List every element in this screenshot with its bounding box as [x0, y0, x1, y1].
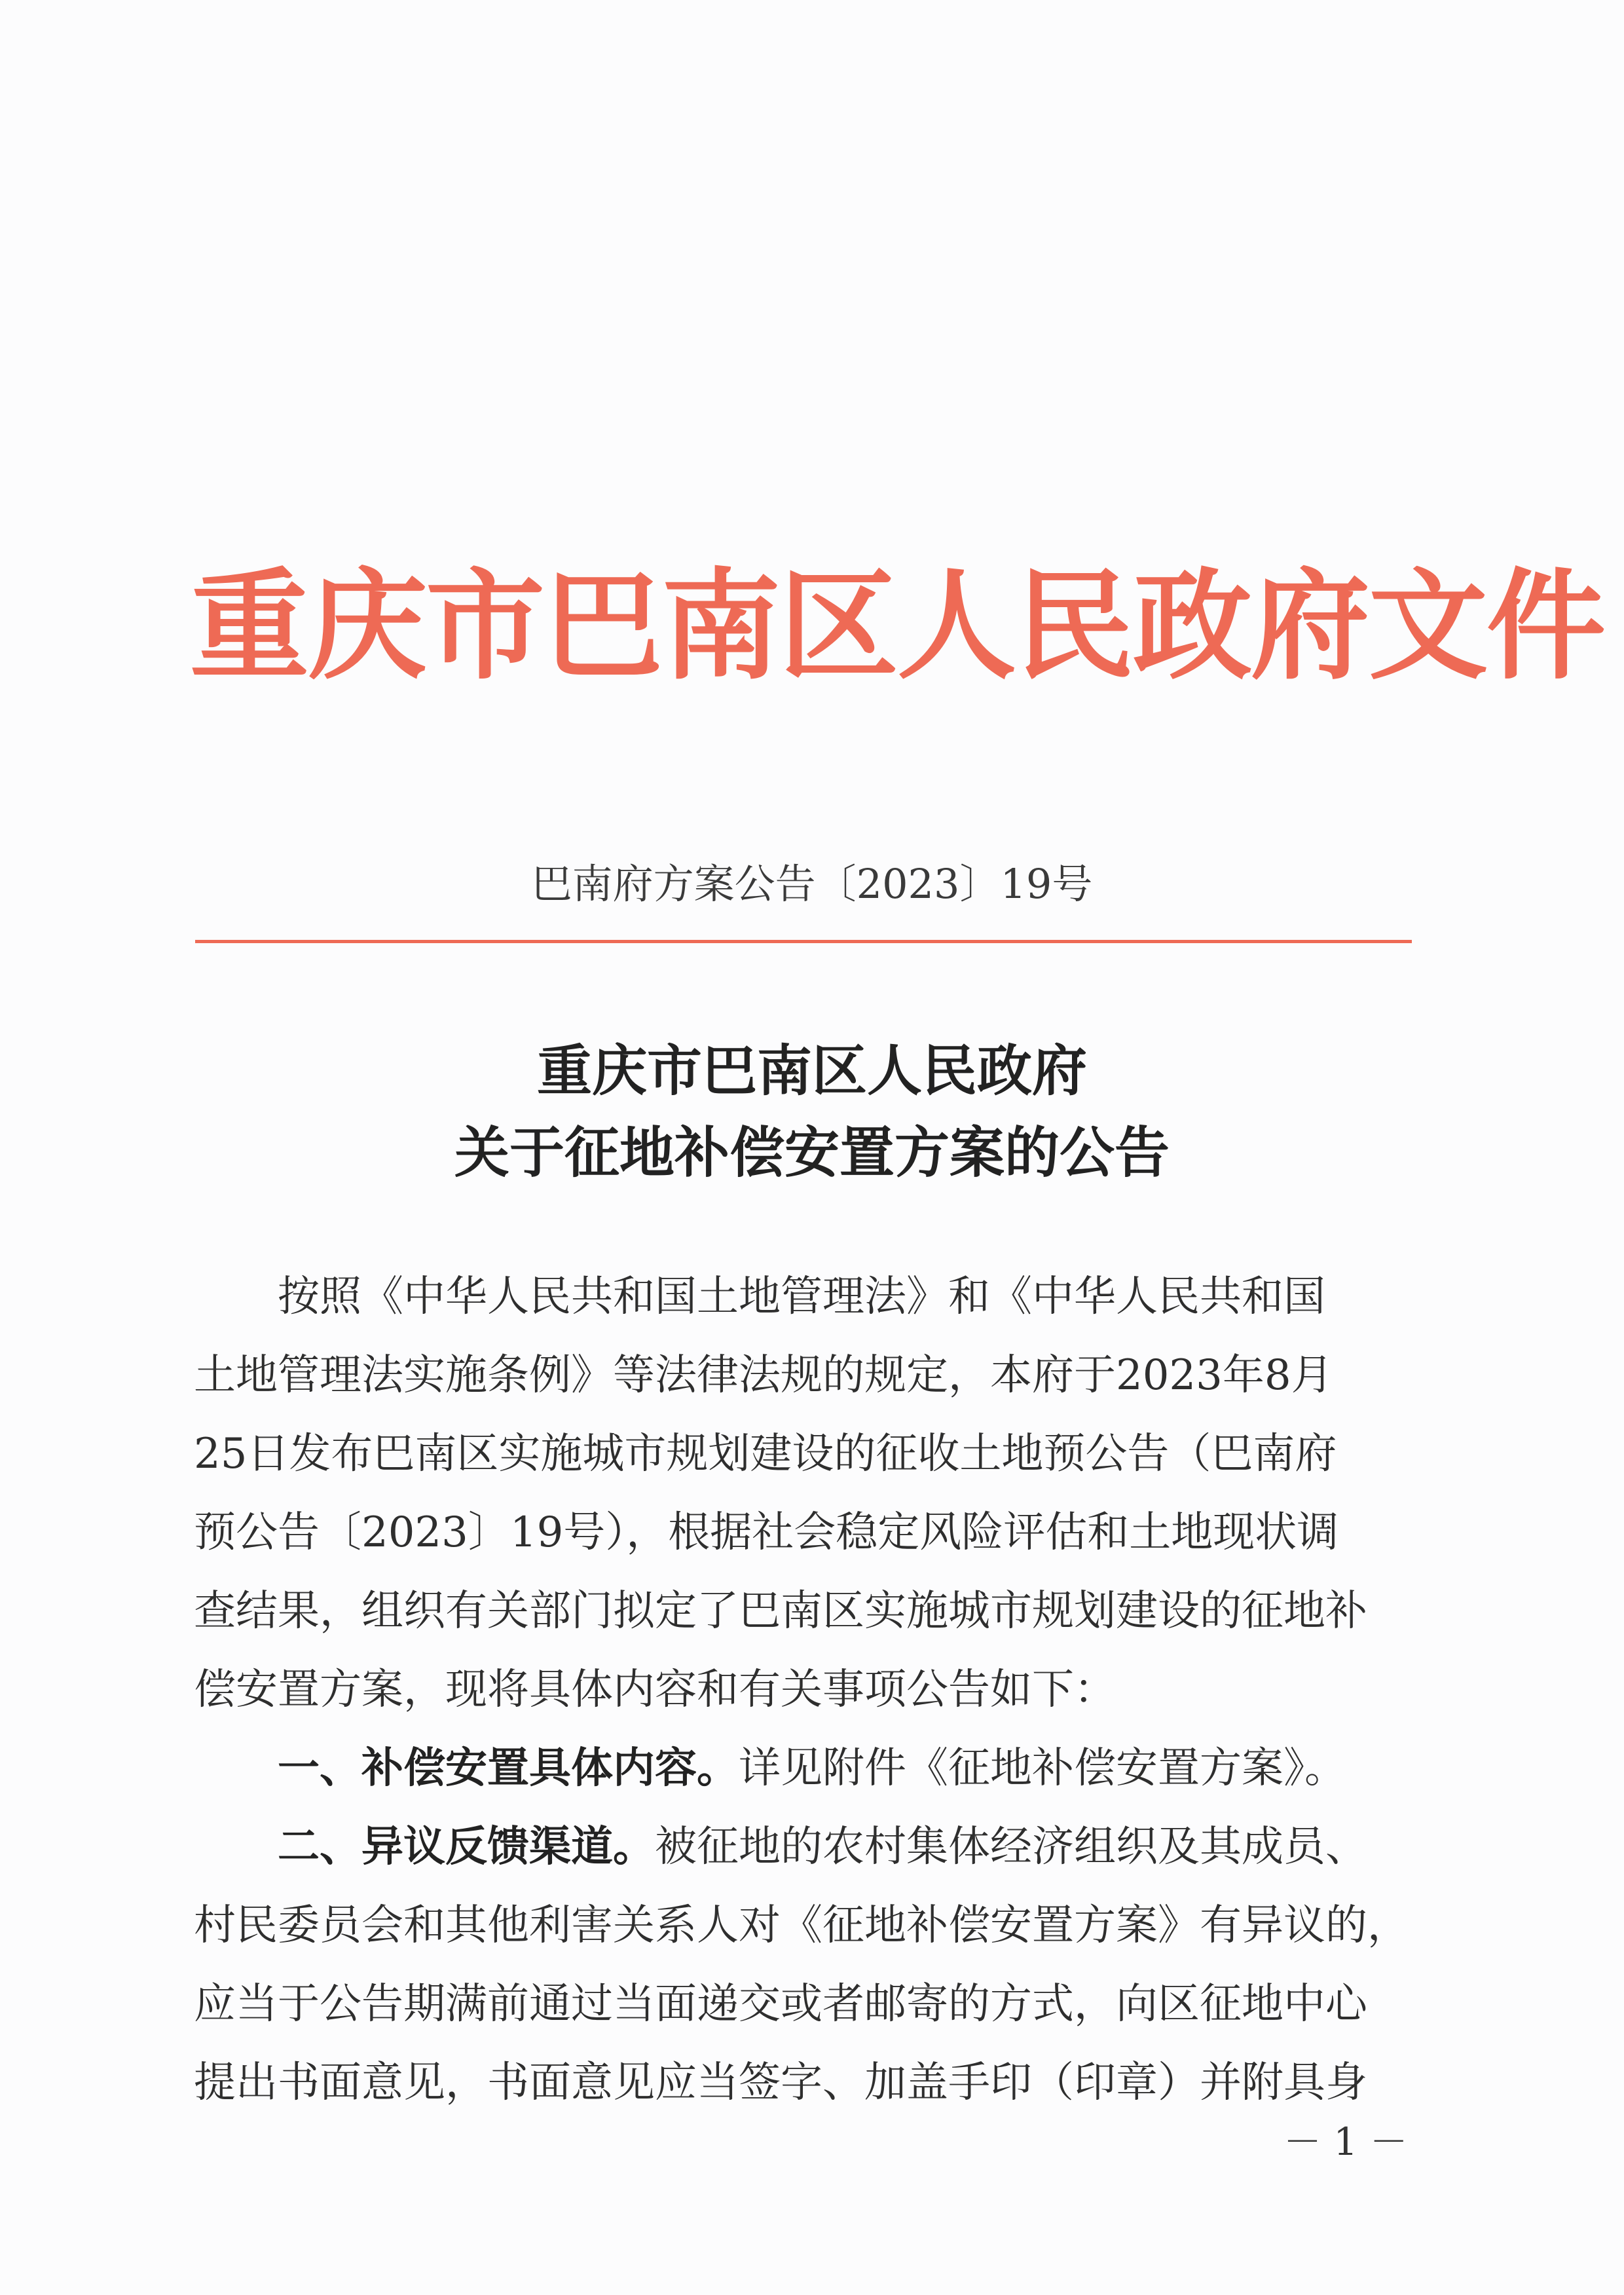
document-number: 巴南府方案公告〔2023〕19号 — [531, 860, 1093, 908]
red-separator-line — [195, 940, 1412, 943]
notice-title-line-2: 关于征地补偿安置方案的公告 — [454, 1120, 1170, 1185]
section-1-text: 详见附件《征地补偿安置方案》。 — [739, 1744, 1346, 1793]
section-1-paragraph — [194, 1729, 1399, 1808]
section-2-heading: 二、异议反馈渠道。 — [194, 1822, 655, 1871]
body-line-6: 偿安置方案，现将具体内容和有关事项公告如下： — [194, 1666, 1116, 1714]
body-line-5: 查结果，组织有关部门拟定了巴南区实施城市规划建设的征地补 — [194, 1587, 1367, 1635]
notice-title-line-1: 重庆市巴南区人民政府 — [536, 1038, 1087, 1103]
body-line-1: 按照《中华人民共和国土地管理法》和《中华人民共和国 — [194, 1273, 1325, 1321]
section-2-line-2: 村民委员会和其他利害关系人对《征地补偿安置方案》有异议的， — [194, 1901, 1409, 1950]
section-2-line-3: 应当于公告期满前通过当面递交或者邮寄的方式，向区征地中心 — [194, 1980, 1367, 2028]
section-2-paragraph — [194, 1808, 1399, 1886]
section-1-heading: 一、补偿安置具体内容。 — [194, 1744, 739, 1793]
section-2-line-4: 提出书面意见，书面意见应当签字、加盖手印（印章）并附具身 — [194, 2059, 1367, 2107]
body-line-4: 预公告〔2023〕19号），根据社会稳定风险评估和土地现状调 — [194, 1508, 1339, 1557]
body-line-2: 土地管理法实施条例》等法律法规的规定，本府于2023年8月 — [194, 1351, 1333, 1400]
page-number: － 1 － — [1283, 2119, 1408, 2164]
body-line-3: 25日发布巴南区实施城市规划建设的征收土地预公告（巴南府 — [194, 1430, 1337, 1478]
masthead-title: 重庆市巴南区人民政府文件 — [190, 555, 1604, 696]
section-2-text: 被征地的农村集体经济组织及其成员、 — [655, 1823, 1367, 1871]
